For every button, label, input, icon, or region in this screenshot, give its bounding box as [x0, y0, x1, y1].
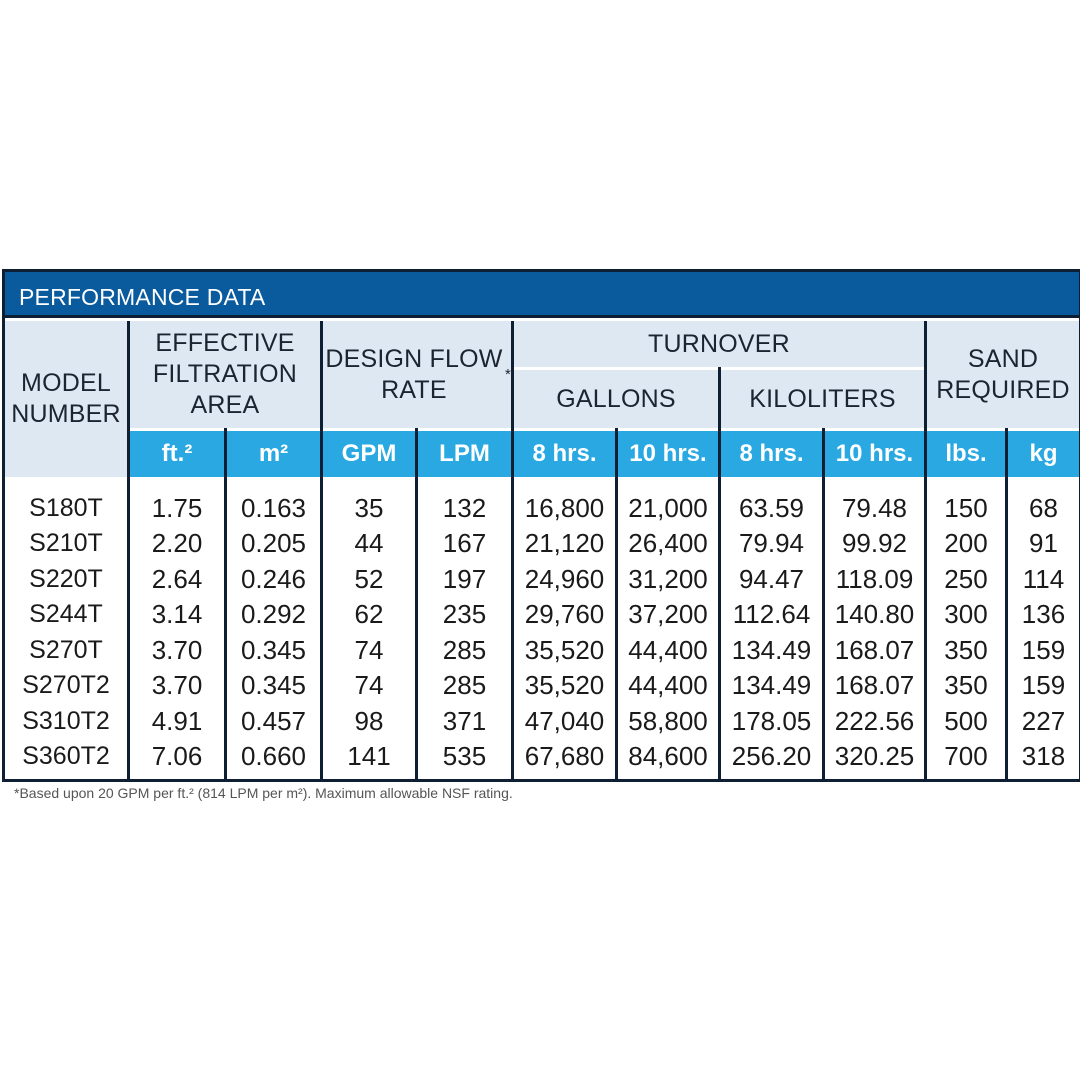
kiloliters-8hrs-cell: 178.05 [731, 705, 812, 736]
gpm-cell: 74 [354, 634, 384, 665]
gallons-10hrs-cell: 44,400 [628, 670, 708, 701]
area-ft2-cell: 1.75 [151, 493, 203, 523]
lpm-cell: 132 [442, 493, 487, 523]
column-sand-lbs [927, 485, 1005, 775]
area-ft2-cell: 2.20 [151, 528, 203, 559]
table-title: PERFORMANCE DATA [5, 272, 1079, 318]
lpm-cell: 285 [442, 634, 487, 665]
unit-gpm: GPM [323, 431, 415, 477]
gallons-10hrs-cell: 58,800 [628, 705, 708, 736]
sand-lbs-cell: 150 [944, 493, 988, 523]
sand-lbs-cell: 200 [944, 528, 988, 559]
header-filtration-area: EFFECTIVE FILTRATION AREA [130, 321, 320, 428]
header-gallons: GALLONS [514, 370, 718, 428]
gallons-8hrs-cell: 47,040 [524, 705, 605, 736]
gpm-cell: 141 [347, 740, 391, 771]
gallons-8hrs-cell: 35,520 [524, 670, 605, 701]
gpm-cell: 35 [354, 493, 384, 523]
column-kiloliters-8hrs [721, 485, 822, 775]
gallons-10hrs-cell: 26,400 [628, 528, 708, 559]
design-flow-asterisk: * [504, 366, 511, 383]
header-design-flow-label: DESIGN FLOW RATE [325, 344, 503, 404]
gpm-cell: 44 [354, 528, 384, 559]
header-kiloliters: KILOLITERS [721, 370, 924, 428]
unit-sand-lbs: lbs. [927, 431, 1005, 477]
column-gallons-8hrs [514, 485, 615, 775]
area-ft2-cell: 3.70 [151, 670, 203, 701]
sand-lbs-cell: 300 [944, 599, 988, 630]
kiloliters-10hrs-cell: 320.25 [834, 740, 915, 771]
performance-data-table [2, 269, 1080, 782]
table-footnote: *Based upon 20 GPM per ft.² (814 LPM per m²). Maximum allowable NSF rating. [14, 785, 513, 801]
sand-kg-cell: 136 [1021, 599, 1066, 630]
sand-kg-cell: 68 [1029, 493, 1058, 523]
gallons-10hrs-cell: 31,200 [628, 563, 708, 594]
kiloliters-8hrs-cell: 94.47 [738, 563, 805, 594]
area-m2-cell: 0.292 [240, 599, 307, 630]
column-sand-kg [1008, 485, 1079, 775]
unit-m2: m² [227, 431, 320, 477]
model-cell: S360T2 [22, 741, 110, 770]
lpm-cell: 235 [442, 599, 487, 630]
gpm-cell: 52 [354, 563, 384, 594]
kiloliters-10hrs-cell: 99.92 [841, 528, 908, 559]
model-cell: S180T [29, 494, 103, 522]
area-ft2-cell: 7.06 [151, 740, 203, 771]
kiloliters-10hrs-cell: 140.80 [834, 599, 915, 630]
model-cell: S244T [29, 600, 103, 629]
sand-lbs-cell: 350 [944, 634, 988, 665]
sand-lbs-cell: 700 [944, 740, 988, 771]
gpm-cell: 74 [354, 670, 384, 701]
area-m2-cell: 0.457 [240, 705, 307, 736]
model-cell: S220T [29, 564, 103, 593]
gallons-8hrs-cell: 67,680 [524, 740, 605, 771]
sand-kg-cell: 114 [1022, 563, 1065, 594]
gallons-8hrs-cell: 16,800 [524, 493, 605, 523]
kiloliters-10hrs-cell: 168.07 [834, 634, 915, 665]
kiloliters-8hrs-cell: 256.20 [731, 740, 812, 771]
header-model-number: MODEL NUMBER [5, 321, 127, 477]
kiloliters-8hrs-cell: 63.59 [738, 493, 805, 523]
column-area-ft2 [130, 485, 224, 775]
header-sand-required: SAND REQUIRED [927, 321, 1079, 428]
model-cell: S270T [29, 635, 103, 664]
gpm-cell: 98 [354, 705, 384, 736]
unit-sand-kg: kg [1008, 431, 1079, 477]
column-lpm [418, 485, 511, 775]
table-grid [5, 321, 1079, 779]
header-turnover: TURNOVER [514, 321, 924, 367]
gallons-8hrs-cell: 21,120 [524, 528, 605, 559]
lpm-cell: 285 [442, 670, 487, 701]
sand-kg-cell: 318 [1021, 740, 1066, 771]
gallons-10hrs-cell: 84,600 [628, 740, 708, 771]
sand-lbs-cell: 350 [944, 670, 988, 701]
sand-lbs-cell: 500 [944, 705, 988, 736]
sand-kg-cell: 159 [1021, 634, 1066, 665]
area-ft2-cell: 3.14 [151, 599, 203, 630]
area-m2-cell: 0.205 [240, 528, 307, 559]
model-cell: S210T [29, 529, 103, 558]
kiloliters-10hrs-cell: 168.07 [834, 670, 915, 701]
kiloliters-10hrs-cell: 118.09 [835, 563, 914, 594]
column-model-number [5, 485, 127, 775]
area-m2-cell: 0.345 [240, 634, 307, 665]
lpm-cell: 371 [442, 705, 487, 736]
gallons-10hrs-cell: 44,400 [628, 634, 708, 665]
header-design-flow-rate [323, 321, 511, 428]
gallons-8hrs-cell: 35,520 [524, 634, 605, 665]
lpm-cell: 167 [442, 528, 487, 559]
unit-gallons-8hrs: 8 hrs. [514, 431, 615, 477]
kiloliters-8hrs-cell: 134.49 [731, 634, 812, 665]
model-cell: S270T2 [22, 671, 110, 700]
column-area-m2 [227, 485, 320, 775]
column-kiloliters-10hrs [825, 485, 924, 775]
gallons-8hrs-cell: 24,960 [524, 563, 605, 594]
sand-kg-cell: 91 [1029, 528, 1058, 559]
area-m2-cell: 0.660 [240, 740, 307, 771]
unit-ft2: ft.² [130, 431, 224, 477]
kiloliters-8hrs-cell: 134.49 [731, 670, 812, 701]
unit-kiloliters-8hrs: 8 hrs. [721, 431, 822, 477]
unit-kiloliters-10hrs: 10 hrs. [825, 431, 924, 477]
area-m2-cell: 0.163 [240, 493, 307, 523]
model-cell: S310T2 [22, 706, 110, 735]
kiloliters-10hrs-cell: 79.48 [841, 493, 908, 523]
column-gpm [323, 485, 415, 775]
area-m2-cell: 0.345 [240, 670, 307, 701]
column-gallons-10hrs [618, 485, 718, 775]
area-ft2-cell: 2.64 [151, 563, 203, 594]
kiloliters-8hrs-cell: 79.94 [738, 528, 805, 559]
sand-lbs-cell: 250 [944, 563, 988, 594]
gallons-10hrs-cell: 21,000 [628, 493, 708, 523]
area-ft2-cell: 4.91 [151, 705, 203, 736]
sand-kg-cell: 227 [1021, 705, 1066, 736]
kiloliters-10hrs-cell: 222.56 [834, 705, 915, 736]
sand-kg-cell: 159 [1021, 670, 1066, 701]
lpm-cell: 197 [442, 563, 487, 594]
unit-lpm: LPM [418, 431, 511, 477]
unit-gallons-10hrs: 10 hrs. [618, 431, 718, 477]
kiloliters-8hrs-cell: 112.64 [732, 599, 811, 630]
area-m2-cell: 0.246 [240, 563, 307, 594]
gallons-8hrs-cell: 29,760 [524, 599, 605, 630]
lpm-cell: 535 [442, 740, 487, 771]
gpm-cell: 62 [354, 599, 384, 630]
gallons-10hrs-cell: 37,200 [628, 599, 708, 630]
area-ft2-cell: 3.70 [151, 634, 203, 665]
